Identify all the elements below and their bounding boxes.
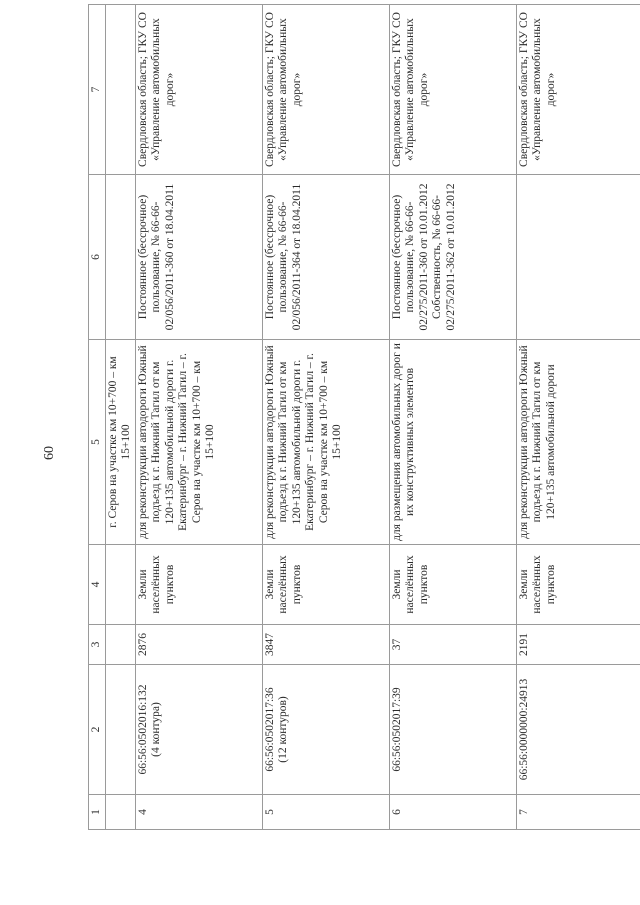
page-number: 60 (42, 446, 57, 460)
land-purpose: для размещения автомобильных дорог и их конструктивных элементов (389, 340, 516, 545)
cadastral-number: 66:56:0502017:36 (263, 687, 276, 772)
cadastral-note: (12 контуров) (277, 696, 289, 763)
column-number: 4 (89, 545, 106, 625)
right-holder: Свердловская область; ГКУ СО «Управление автомобильных дорог» (389, 5, 516, 175)
land-purpose: для реконструкции автодороги Южный подъезд к г. Нижний Тагил от км 120+135 автомобильной дороги г. Екатеринбург – г. Нижний Тагил – г. Серов на участке км 10+700 – км 15+100 (262, 340, 389, 545)
land-plots-table (88, 4, 640, 830)
land-category: Земли населённых пунктов (262, 545, 389, 625)
area-value: 2191 (516, 625, 640, 665)
land-purpose: для реконструкции автодороги Южный подъезд к г. Нижний Тагил от км 120+135 автомобильной дороги г. Екатеринбург – г. Нижний Тагил – г. Серов на участке км 10+700 – км 15+100 (135, 340, 262, 545)
table-cell (105, 545, 135, 625)
cadastral-number: 66:56:0000000:24913 (517, 678, 530, 781)
continued-row (105, 5, 135, 830)
right-holder: Свердловская область; ГКУ СО «Управление автомобильных дорог» (262, 5, 389, 175)
column-number: 2 (89, 665, 106, 795)
table-row (516, 5, 640, 830)
area-value: 37 (389, 625, 516, 665)
cadastral-cell (135, 665, 262, 795)
land-category: Земли населённых пунктов (516, 545, 640, 625)
cadastral-cell (262, 665, 389, 795)
row-number: 5 (262, 795, 389, 830)
column-number: 5 (89, 340, 106, 545)
table-cell (105, 795, 135, 830)
table-cell (105, 5, 135, 175)
right-holder: Свердловская область; ГКУ СО «Управление автомобильных дорог» (516, 5, 640, 175)
column-number-row (89, 5, 106, 830)
table-row (389, 5, 516, 830)
right-type: Постоянное (бессрочное) пользование, № 66-66-02/056/2011-360 от 18.04.2011 (135, 175, 262, 340)
column-number: 6 (89, 175, 106, 340)
right-type (516, 175, 640, 340)
area-value: 3847 (262, 625, 389, 665)
column-number: 7 (89, 5, 106, 175)
area-value: 2876 (135, 625, 262, 665)
cadastral-cell (516, 665, 640, 795)
right-type: Постоянное (бессрочное) пользование, № 66-66-02/275/2011-360 от 10.01.2012 Собственность, № 66-66-02/275/2011-362 от 10.01.2012 (389, 175, 516, 340)
column-number: 3 (89, 625, 106, 665)
right-holder: Свердловская область; ГКУ СО «Управление автомобильных дорог» (135, 5, 262, 175)
cadastral-cell (389, 665, 516, 795)
table-row (135, 5, 262, 830)
row-number: 4 (135, 795, 262, 830)
table-row (262, 5, 389, 830)
cadastral-number: 66:56:0502017:39 (390, 687, 403, 772)
column-number: 1 (89, 795, 106, 830)
table-cell (105, 625, 135, 665)
land-purpose: для реконструкции автодороги Южный подъезд к г. Нижний Тагил от км 120+135 автомобильной дороги (516, 340, 640, 545)
row-number: 7 (516, 795, 640, 830)
land-category: Земли населённых пунктов (389, 545, 516, 625)
cadastral-number: 66:56:0502016:132 (136, 684, 149, 775)
table-cell (105, 665, 135, 795)
cadastral-note: (4 контура) (150, 702, 162, 757)
right-type: Постоянное (бессрочное) пользование, № 66-66-02/056/2011-364 от 18.04.2011 (262, 175, 389, 340)
land-category: Земли населённых пунктов (135, 545, 262, 625)
rotated-table-wrapper (88, 5, 613, 830)
table-cell (105, 175, 135, 340)
continued-purpose: г. Серов на участке км 10+700 – км 15+100 (105, 340, 135, 545)
row-number: 6 (389, 795, 516, 830)
